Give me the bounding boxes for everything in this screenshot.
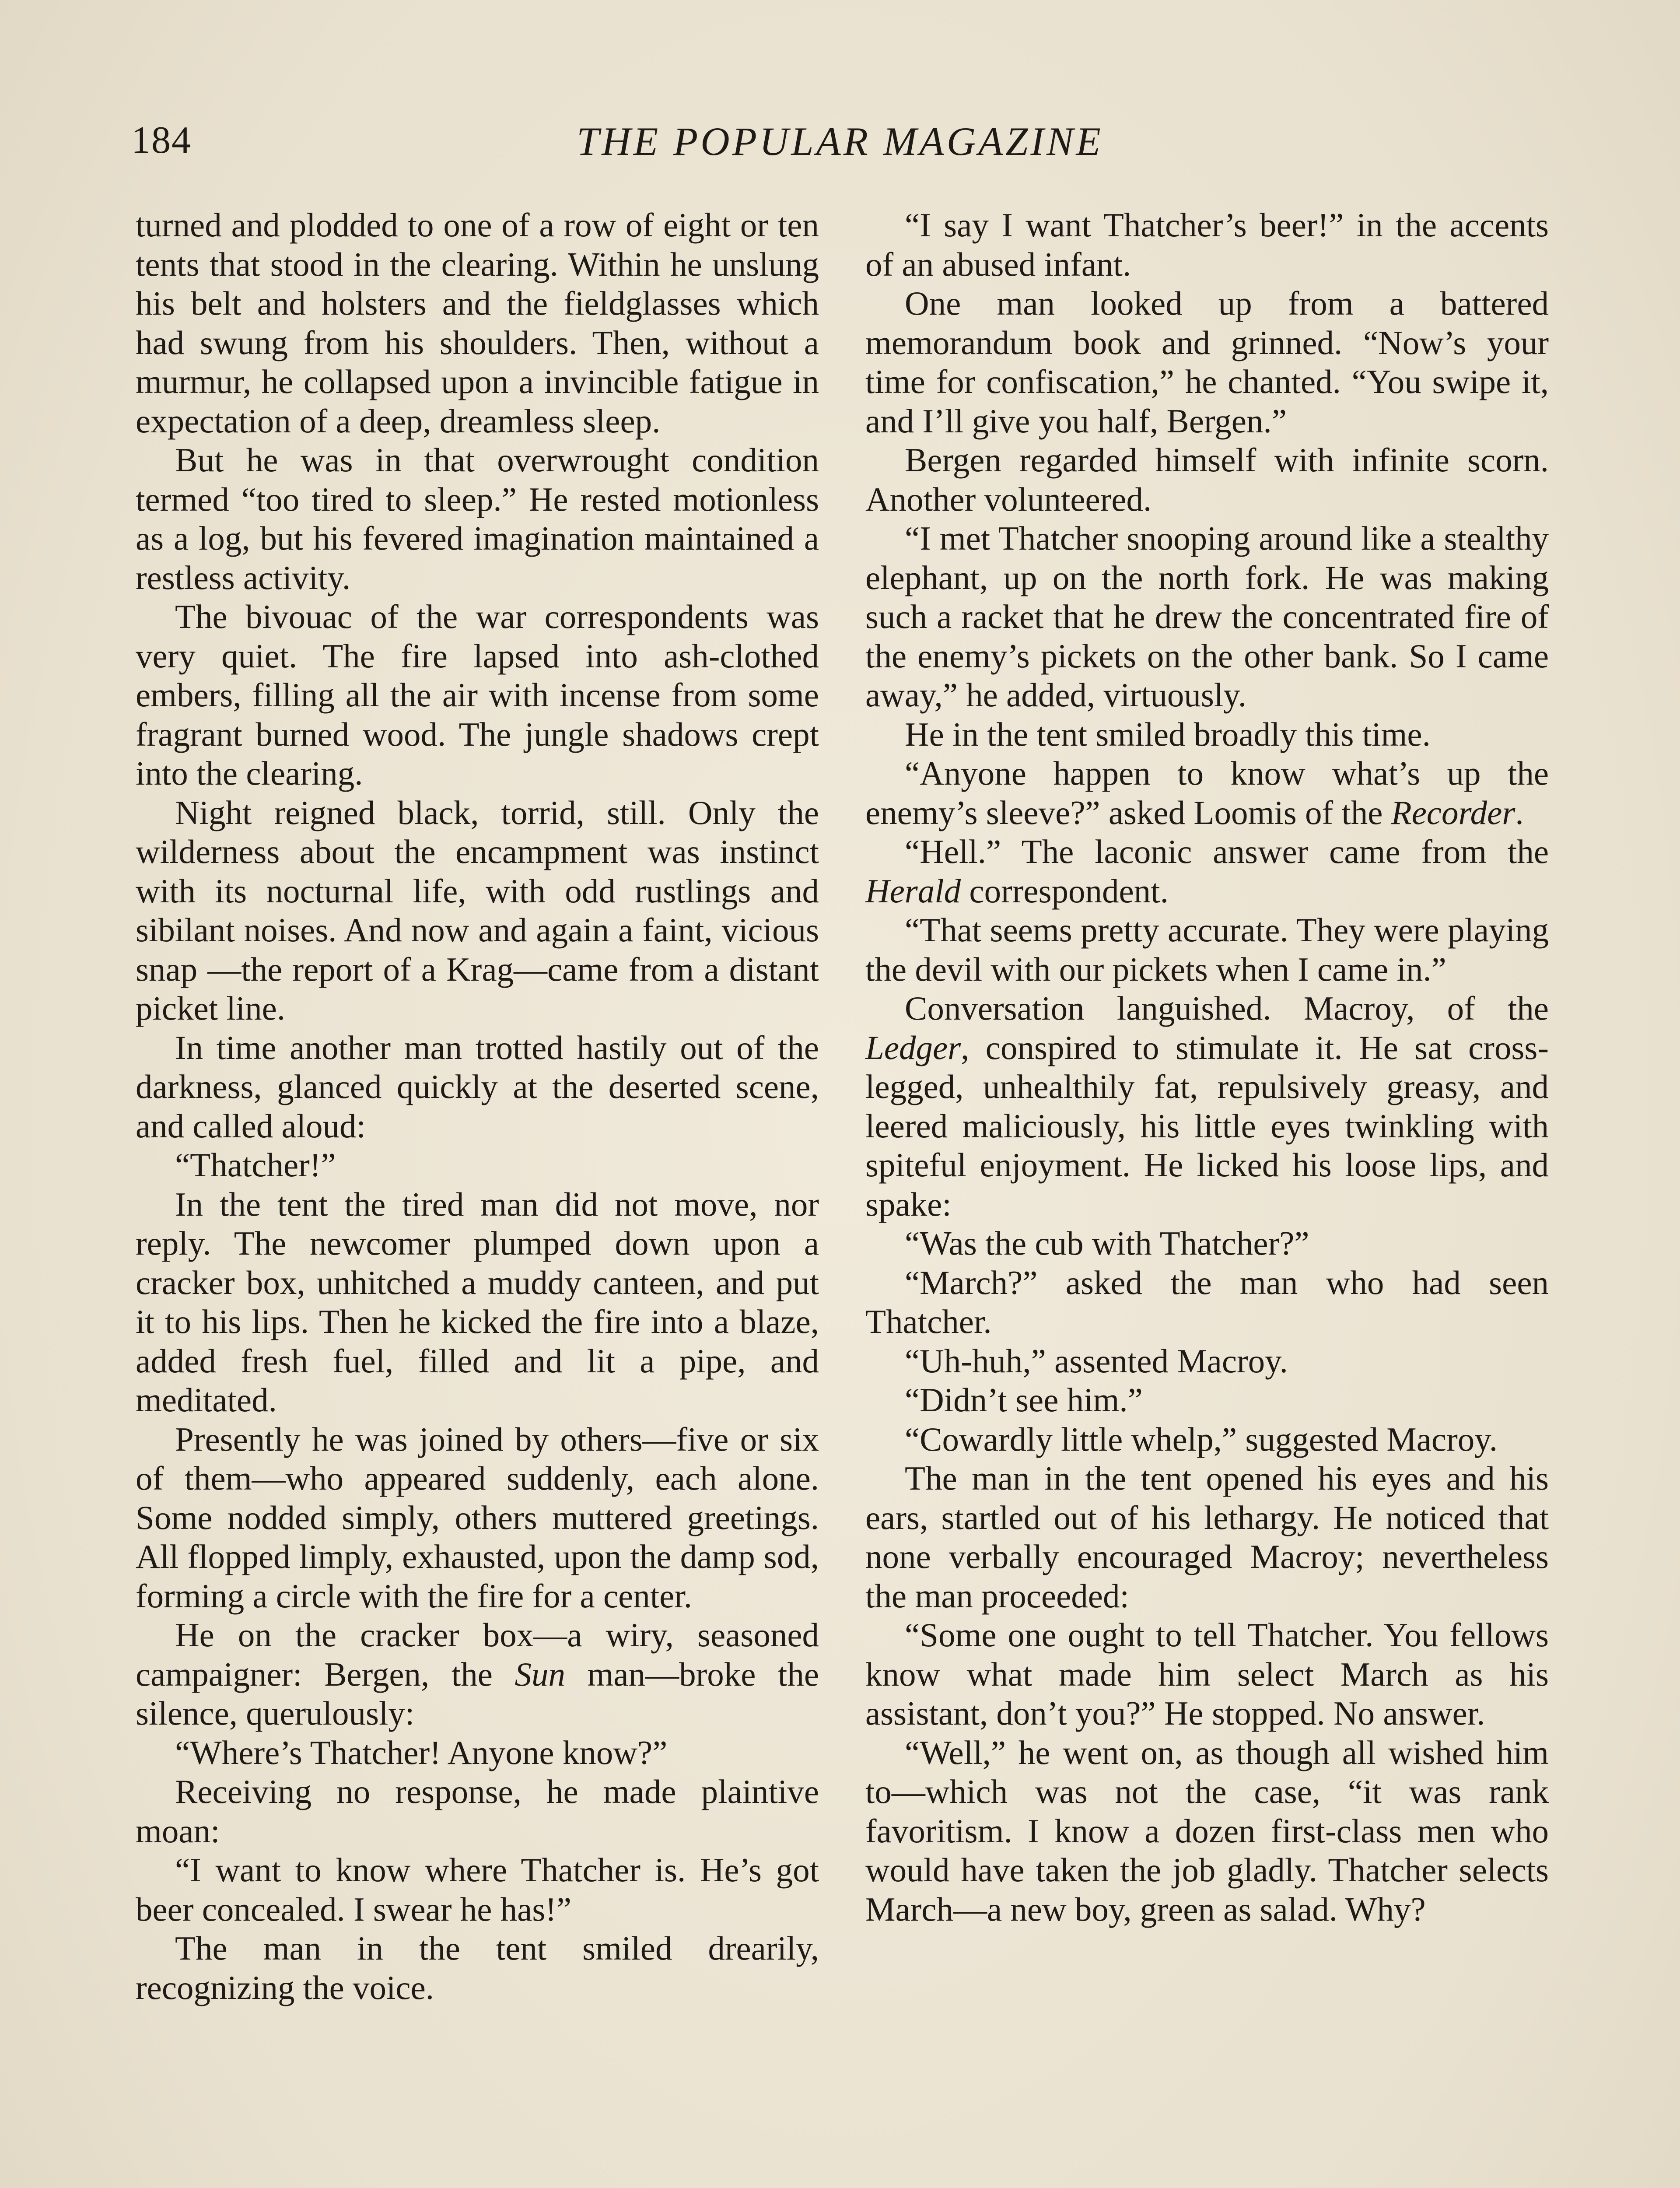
paragraph: The bivouac of the war correspondents was very quiet. The fire lapsed into ash-clothed embers, filling all the air with incense from some fragrant burned wood. The jungle shadows crept into the clearing. <box>136 598 819 792</box>
paragraph: “Didn’t see him.” <box>905 1381 1143 1419</box>
paragraph: Bergen regarded himself with infinite scorn. Another volunteered. <box>865 441 1549 518</box>
paragraph: In the tent the tired man did not move, nor reply. The newcomer plumped down upon a cracker box, unhitched a muddy canteen, and put it to his lips. Then he kicked the fire into a blaze, added fresh fuel, filled and lit a pipe, and meditated. <box>136 1185 819 1419</box>
page-number: 184 <box>131 119 192 161</box>
paragraph: “Cowardly little whelp,” suggested Macroy. <box>905 1420 1498 1458</box>
right-column <box>865 206 1549 1929</box>
running-title: THE POPULAR MAGAZINE <box>577 119 1103 164</box>
page-header <box>131 118 1549 179</box>
paragraph: “Thatcher!” <box>175 1146 336 1184</box>
paragraph: turned and plodded to one of a row of eight or ten tents that stood in the clearing. Within he unslung his belt and holsters and the fieldglasses which had swung from his shoulders. Then, without a murmur, he collapsed upon a invincible fatigue in expectation of a deep, dreamless sleep. <box>136 206 819 440</box>
paragraph: Conversation languished. Macroy, of the Ledger, conspired to stimulate it. He sat cross-legged, unhealthily fat, repulsively greasy, and leered maliciously, his little eyes twinkling with spiteful enjoyment. He licked his loose lips, and spake: <box>865 989 1549 1223</box>
paragraph: “Uh-huh,” assented Macroy. <box>905 1342 1288 1380</box>
paragraph: “Well,” he went on, as though all wished him to—which was not the case, “it was rank favoritism. I know a dozen first-class men who would have taken the job gladly. Thatcher selects March—a new boy, green as salad. Why? <box>865 1733 1549 1928</box>
left-column <box>136 206 819 2007</box>
paragraph: “Was the cub with Thatcher?” <box>905 1224 1309 1262</box>
paragraph: “Some one ought to tell Thatcher. You fellows know what made him select March as his assistant, don’t you?” He stopped. No answer. <box>865 1616 1549 1732</box>
paragraph: “I want to know where Thatcher is. He’s got beer concealed. I swear he has!” <box>136 1851 819 1928</box>
paragraph: “Anyone happen to know what’s up the enemy’s sleeve?” asked Loomis of the Recorder. <box>865 754 1549 831</box>
paragraph: “That seems pretty accurate. They were playing the devil with our pickets when I came in.” <box>865 911 1549 988</box>
paragraph: He on the cracker box—a wiry, seasoned campaigner: Bergen, the Sun man—broke the silence, querulously: <box>136 1616 819 1732</box>
paragraph: But he was in that overwrought condition termed “too tired to sleep.” He rested motionless as a log, but his fevered imagination maintained a restless activity. <box>136 441 819 596</box>
paragraph: Night reigned black, torrid, still. Only the wilderness about the encampment was instinct with its nocturnal life, with odd rustlings and sibilant noises. And now and again a faint, vicious snap —the report of a Krag—came from a distant picket line. <box>136 793 819 1027</box>
paragraph: Receiving no response, he made plaintive moan: <box>136 1773 819 1850</box>
paragraph: “I say I want Thatcher’s beer!” in the accents of an abused infant. <box>865 206 1549 283</box>
paragraph: Presently he was joined by others—five or six of them—who appeared suddenly, each alone. Some nodded simply, others muttered greetings. All flopped limply, exhausted, upon the damp sod, forming a circle with the fire for a center. <box>136 1420 819 1615</box>
paragraph: One man looked up from a battered memorandum book and grinned. “Now’s your time for confiscation,” he chanted. “You swipe it, and I’ll give you half, Bergen.” <box>865 284 1549 440</box>
paragraph: “Where’s Thatcher! Anyone know?” <box>175 1733 668 1771</box>
paragraph: “I met Thatcher snooping around like a stealthy elephant, up on the north fork. He was making such a racket that he drew the concentrated fire of the enemy’s pickets on the other bank. So I came away,” he added, virtuously. <box>865 519 1549 714</box>
paragraph: In time another man trotted hastily out of the darkness, glanced quickly at the deserted scene, and called aloud: <box>136 1028 819 1145</box>
paragraph: “Hell.” The laconic answer came from the Herald correspondent. <box>865 833 1549 910</box>
paragraph: He in the tent smiled broadly this time. <box>905 715 1431 753</box>
paragraph: The man in the tent smiled drearily, recognizing the voice. <box>136 1929 819 2006</box>
paragraph: “March?” asked the man who had seen Thatcher. <box>865 1263 1549 1340</box>
paragraph: The man in the tent opened his eyes and his ears, startled out of his lethargy. He noticed that none verbally encouraged Macroy; nevertheless the man proceeded: <box>865 1459 1549 1615</box>
